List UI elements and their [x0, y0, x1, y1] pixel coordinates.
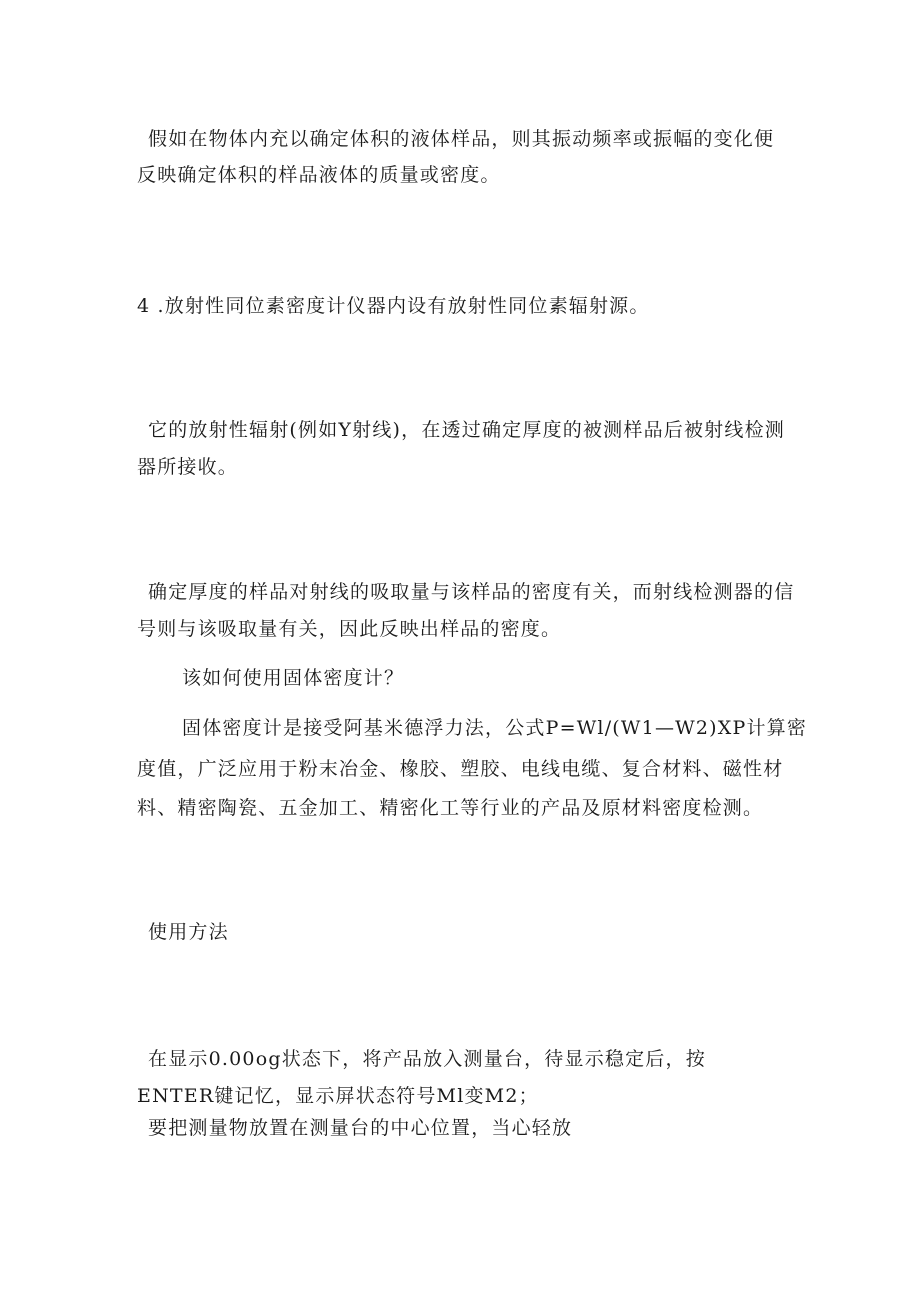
paragraph-6-line-1: 固体密度计是接受阿基米德浮力法，公式P=Wl/(W1—W2)XP计算密 — [182, 717, 808, 739]
paragraph-3-line-2: 器所接收。 — [137, 456, 239, 478]
paragraph-4-line-1: 确定厚度的样品对射线的吸取量与该样品的密度有关，而射线检测器的信 — [148, 581, 795, 603]
paragraph-6-line-2: 度值，广泛应用于粉末冶金、橡胶、塑胶、电线电缆、复合材料、磁性材 — [137, 758, 784, 780]
paragraph-1-line-2: 反映确定体积的样品液体的质量或密度。 — [137, 164, 501, 186]
paragraph-4-line-2: 号则与该吸取量有关，因此反映出样品的密度。 — [137, 618, 562, 640]
usage-method-heading: 使用方法 — [148, 921, 229, 943]
paragraph-8-line-2: ENTER键记忆，显示屏状态符号Ml变M2； — [137, 1085, 539, 1107]
paragraph-8-line-1: 在显示0.00og状态下，将产品放入测量台，待显示稳定后，按 — [148, 1048, 706, 1070]
section-question-heading: 该如何使用固体密度计？ — [182, 667, 405, 689]
paragraph-1-line-1: 假如在物体内充以确定体积的液体样品，则其振动频率或振幅的变化便 — [148, 128, 775, 150]
paragraph-8-line-3: 要把测量物放置在测量台的中心位置，当心轻放 — [148, 1117, 573, 1139]
paragraph-2-line-1: 4 .放射性同位素密度计仪器内设有放射性同位素辐射源。 — [137, 295, 650, 317]
paragraph-3-line-1: 它的放射性辐射(例如Y射线)，在透过确定厚度的被测样品后被射线检测 — [148, 419, 785, 441]
paragraph-6-line-3: 料、精密陶瓷、五金加工、精密化工等行业的产品及原材料密度检测。 — [137, 797, 764, 819]
